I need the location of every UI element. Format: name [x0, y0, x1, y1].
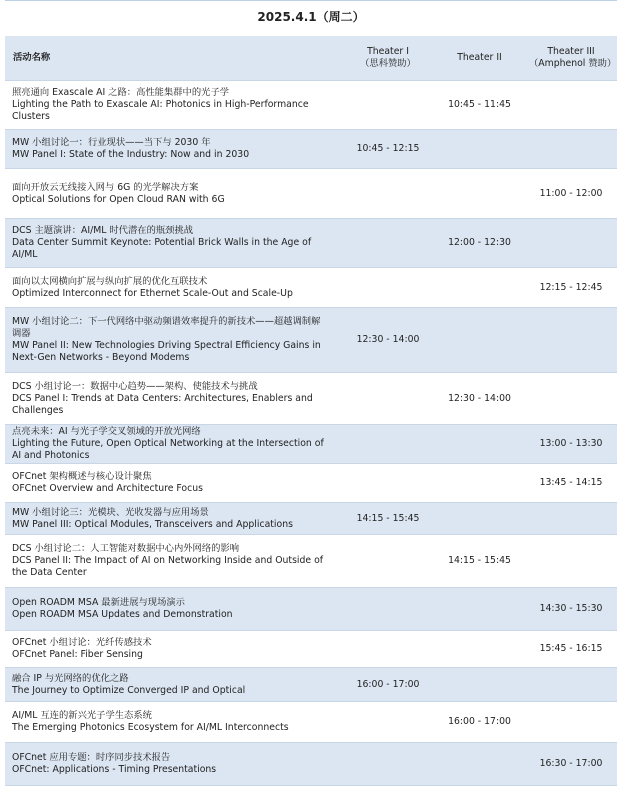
event-name-en: Lighting the Path to Exascale AI: Photonics in High-Performance Clusters	[12, 99, 309, 122]
top-divider	[5, 0, 617, 1]
theater-2-time	[434, 743, 525, 786]
event-name-cell	[5, 373, 342, 425]
event-name-en: Optimized Interconnect for Ethernet Scale-Out and Scale-Up	[12, 287, 293, 299]
event-name-zh: 点亮未来：AI 与光子学交叉领域的开放光网络	[12, 426, 201, 437]
table-row	[5, 535, 617, 588]
theater-3-time: 13:00 - 13:30	[525, 425, 617, 464]
theater-1-time	[342, 373, 434, 425]
theater-3-time: 14:30 - 15:30	[525, 588, 617, 631]
event-name-cell	[5, 130, 342, 169]
theater-2-time	[434, 268, 525, 308]
event-name-en: MW Panel III: Optical Modules, Transceivers and Applications	[12, 518, 293, 530]
event-name-en: The Emerging Photonics Ecosystem for AI/ML Interconnects	[12, 722, 289, 733]
theater-2-time	[434, 464, 525, 503]
theater-2-time: 12:30 - 14:00	[434, 373, 525, 425]
theater-1-time	[342, 268, 434, 308]
table-row	[5, 464, 617, 503]
event-name-cell	[5, 308, 342, 373]
event-name-cell	[5, 702, 342, 743]
table-row	[5, 81, 617, 130]
event-name-en: Optical Solutions for Open Cloud RAN with 6G	[12, 193, 225, 205]
event-name-cell	[5, 464, 342, 503]
theater-3-time	[525, 535, 617, 588]
theater-1-time	[342, 169, 434, 219]
table-row	[5, 169, 617, 219]
theater-1-time: 10:45 - 12:15	[342, 130, 434, 169]
theater-2-time	[434, 631, 525, 668]
theater-3-time	[525, 308, 617, 373]
event-name-zh: AI/ML 互连的新兴光子学生态系统	[12, 710, 152, 721]
event-name-cell	[5, 743, 342, 786]
event-name-zh: Open ROADM MSA 最新进展与现场演示	[12, 597, 185, 608]
event-name-cell	[5, 631, 342, 668]
event-name-en: The Journey to Optimize Converged IP and Optical	[12, 684, 246, 696]
event-name-en: Data Center Summit Keynote: Potential Brick Walls in the Age of AI/ML	[12, 237, 312, 260]
theater-2-time	[434, 503, 525, 535]
schedule-table	[5, 36, 617, 786]
table-row	[5, 743, 617, 786]
date-title: 2025.4.1（周二）	[257, 10, 365, 24]
schedule-rows	[5, 81, 617, 786]
table-row	[5, 373, 617, 425]
event-name-zh: MW 小组讨论三：光模块、光收发器与应用场景	[12, 506, 209, 518]
event-name-cell	[5, 268, 342, 308]
theater-2-time: 16:00 - 17:00	[434, 702, 525, 743]
event-name-cell	[5, 588, 342, 631]
theater-3-time	[525, 503, 617, 535]
table-row	[5, 503, 617, 535]
theater-2-time	[434, 668, 525, 702]
theater-3-time: 13:45 - 14:15	[525, 464, 617, 503]
header-event-name: 活动名称	[5, 36, 342, 81]
event-name-zh: MW 小组讨论一：行业现状——当下与 2030 年	[12, 137, 211, 148]
theater-3-time	[525, 702, 617, 743]
header-theater-3: Theater III （Amphenol 赞助）	[525, 36, 617, 81]
theater-3-time	[525, 219, 617, 268]
theater-1-time	[342, 81, 434, 130]
event-name-zh: 融合 IP 与光网络的优化之路	[12, 672, 129, 684]
theater-3-time	[525, 81, 617, 130]
theater-1-time	[342, 219, 434, 268]
theater-1-time: 16:00 - 17:00	[342, 668, 434, 702]
theater-2-time	[434, 169, 525, 219]
theater-2-time: 12:00 - 12:30	[434, 219, 525, 268]
table-row	[5, 588, 617, 631]
theater-1-time	[342, 425, 434, 464]
event-name-zh: OFCnet 小组讨论：光纤传感技术	[12, 637, 152, 648]
event-name-zh: OFCnet 架构概述与核心设计聚焦	[12, 471, 152, 482]
event-name-zh: DCS 小组讨论二：人工智能对数据中心内外网络的影响	[12, 543, 240, 554]
event-name-zh: 照亮通向 Exascale AI 之路：高性能集群中的光子学	[12, 87, 230, 98]
theater-2-time	[434, 130, 525, 169]
theater-1-time	[342, 702, 434, 743]
theater-2-time	[434, 308, 525, 373]
theater-3-time: 12:15 - 12:45	[525, 268, 617, 308]
theater-1-time	[342, 743, 434, 786]
event-name-en: MW Panel II: New Technologies Driving Spectral Efficiency Gains in Next-Gen Networks - Beyond Modems	[12, 340, 321, 363]
event-name-cell	[5, 535, 342, 588]
table-row	[5, 425, 617, 464]
event-name-en: DCS Panel II: The Impact of AI on Networking Inside and Outside of the Data Center	[12, 555, 324, 578]
header-theater-1: Theater I （思科赞助）	[342, 36, 434, 81]
theater-1-time: 12:30 - 14:00	[342, 308, 434, 373]
event-name-en: OFCnet Overview and Architecture Focus	[12, 483, 203, 494]
theater-1-time	[342, 631, 434, 668]
event-name-cell	[5, 425, 342, 464]
event-name-zh: MW 小组讨论二：下一代网络中驱动频谱效率提升的新技术——超越调制解调器	[12, 316, 321, 339]
table-row	[5, 130, 617, 169]
table-row	[5, 668, 617, 702]
event-name-zh: DCS 主题演讲：AI/ML 时代潜在的瓶颈挑战	[12, 225, 194, 236]
event-name-en: DCS Panel I: Trends at Data Centers: Architectures, Enablers and Challenges	[12, 392, 313, 416]
theater-3-time: 16:30 - 17:00	[525, 743, 617, 786]
event-name-cell	[5, 219, 342, 268]
event-name-zh: 面向开放云无线接入网与 6G 的光学解决方案	[12, 181, 199, 193]
table-row	[5, 308, 617, 373]
event-name-en: OFCnet Panel: Fiber Sensing	[12, 649, 143, 660]
theater-3-time	[525, 130, 617, 169]
header-row	[5, 36, 617, 81]
header-theater-2: Theater II	[434, 36, 525, 81]
event-name-en: OFCnet: Applications - Timing Presentations	[12, 764, 217, 775]
theater-1-time	[342, 464, 434, 503]
event-name-zh: DCS 小组讨论一：数据中心趋势——架构、使能技术与挑战	[12, 380, 258, 392]
theater-2-time: 14:15 - 15:45	[434, 535, 525, 588]
event-name-cell	[5, 169, 342, 219]
theater-3-time: 11:00 - 12:00	[525, 169, 617, 219]
table-row	[5, 631, 617, 668]
table-row	[5, 702, 617, 743]
theater-2-time	[434, 425, 525, 464]
event-name-cell	[5, 81, 342, 130]
theater-2-time	[434, 588, 525, 631]
event-name-zh: OFCnet 应用专题：时序同步技术报告	[12, 752, 171, 763]
theater-3-time	[525, 373, 617, 425]
event-name-en: Open ROADM MSA Updates and Demonstration	[12, 609, 233, 620]
event-name-zh: 面向以太网横向扩展与纵向扩展的优化互联技术	[12, 275, 208, 287]
theater-1-time	[342, 588, 434, 631]
theater-3-time: 15:45 - 16:15	[525, 631, 617, 668]
table-row	[5, 268, 617, 308]
table-row	[5, 219, 617, 268]
event-name-en: MW Panel I: State of the Industry: Now and in 2030	[12, 149, 250, 160]
event-name-cell	[5, 503, 342, 535]
theater-1-time: 14:15 - 15:45	[342, 503, 434, 535]
theater-3-time	[525, 668, 617, 702]
event-name-en: Lighting the Future, Open Optical Networking at the Intersection of AI and Photonics	[12, 438, 324, 461]
theater-2-time: 10:45 - 11:45	[434, 81, 525, 130]
event-name-cell	[5, 668, 342, 702]
theater-1-time	[342, 535, 434, 588]
